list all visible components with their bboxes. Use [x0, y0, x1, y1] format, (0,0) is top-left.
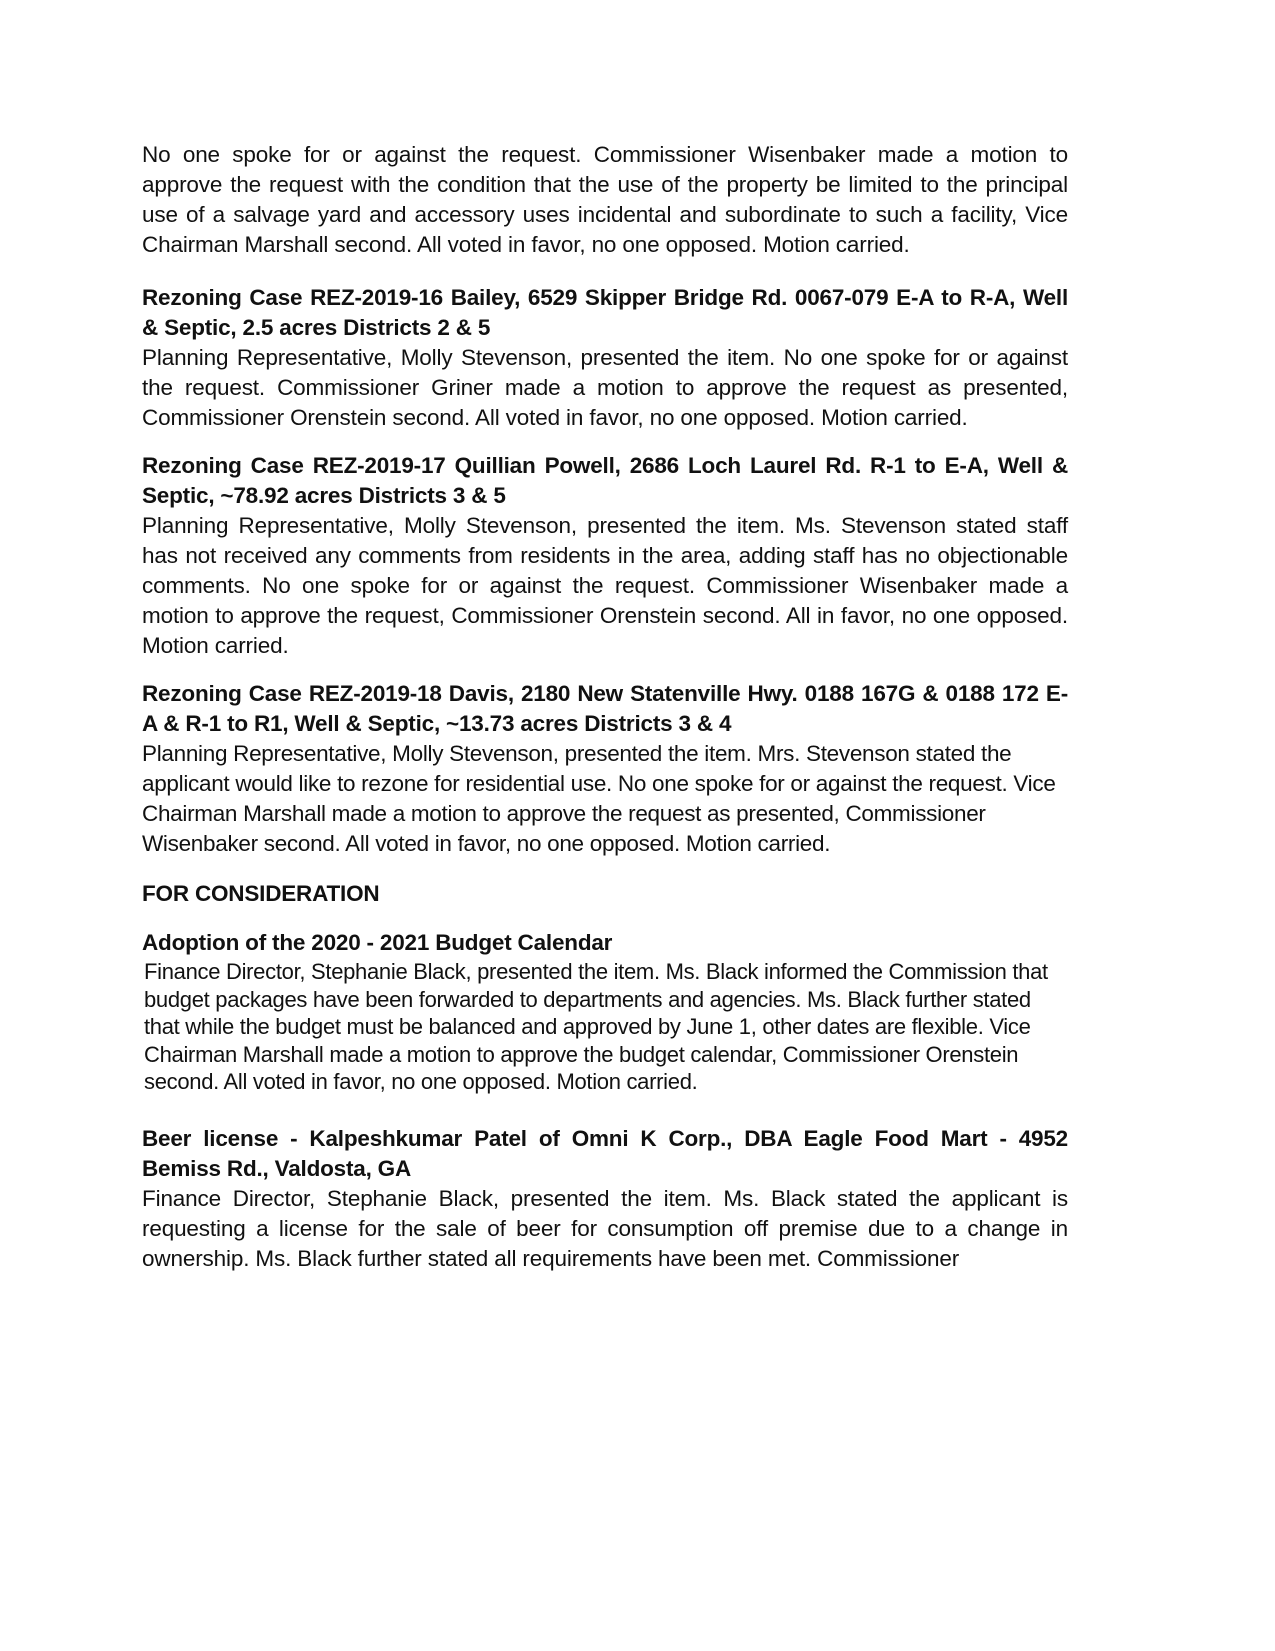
item-body: Planning Representative, Molly Stevenson, presented the item. Ms. Stevenson stated staff has not received any comments from residents in the area, adding staff has no objectionable comments. No one spoke for or against the request. Commissioner Wisenbaker made a motion to approve the request, Commissioner Orenstein second. All in favor, no one opposed. Motion carried.: [142, 513, 1068, 658]
consideration-item-budget-calendar: [142, 928, 1068, 1096]
intro-paragraph: No one spoke for or against the request. Commissioner Wisenbaker made a motion to approve the request with the condition that the use of the property be limited to the principal use of a salvage yard and accessory uses incidental and subordinate to such a facility, Vice Chairman Marshall second. All voted in favor, no one opposed. Motion carried.: [142, 142, 1068, 257]
item-heading: Beer license - Kalpeshkumar Patel of Omni K Corp., DBA Eagle Food Mart - 4952 Bemiss Rd., Valdosta, GA: [142, 1125, 1068, 1181]
item-body: Planning Representative, Molly Stevenson, presented the item. Mrs. Stevenson stated the applicant would like to rezone for residential use. No one spoke for or against the request. Vice Chairman Marshall made a motion to approve the request as presented, Commissioner Wisenbaker second. All voted in favor, no one opposed. Motion carried.: [142, 741, 1056, 856]
item-heading: Rezoning Case REZ-2019-18 Davis, 2180 New Statenville Hwy. 0188 167G & 0188 172 E-A & R-1 to R1, Well & Septic, ~13.73 acres Districts 3 & 4: [142, 681, 1068, 736]
consideration-item-beer-license: [142, 1124, 1068, 1274]
agenda-item-rez-2019-18: [142, 679, 1068, 859]
item-body: Finance Director, Stephanie Black, presented the item. Ms. Black informed the Commission that budget packages have been forwarded to departments and agencies. Ms. Black further stated that while the budget must be balanced and approved by June 1, other dates are flexible. Vice Chairman Marshall made a motion to approve the budget calendar, Commissioner Orenstein second. All voted in favor, no one opposed. Motion carried.: [144, 959, 1048, 1094]
agenda-item-rez-2019-16: [142, 283, 1068, 433]
item-heading: Rezoning Case REZ-2019-17 Quillian Powell, 2686 Loch Laurel Rd. R-1 to E-A, Well & Septic, ~78.92 acres Districts 3 & 5: [142, 453, 1068, 508]
item-heading: Adoption of the 2020 - 2021 Budget Calendar: [142, 930, 613, 955]
item-heading: Rezoning Case REZ-2019-16 Bailey, 6529 Skipper Bridge Rd. 0067-079 E-A to R-A, Well & Septic, 2.5 acres Districts 2 & 5: [142, 285, 1068, 340]
item-body: Finance Director, Stephanie Black, presented the item. Ms. Black stated the applicant is requesting a license for the sale of beer for consumption off premise due to a change in ownership. Ms. Black further stated all requirements have been met. Commissioner: [142, 1185, 1068, 1271]
item-body: Planning Representative, Molly Stevenson, presented the item. No one spoke for or against the request. Commissioner Griner made a motion to approve the request as presented, Commissioner Orenstein second. All voted in favor, no one opposed. Motion carried.: [142, 345, 1068, 430]
document-page: [142, 140, 1068, 1274]
agenda-item-rez-2019-17: [142, 451, 1068, 661]
section-title-for-consideration: FOR CONSIDERATION: [142, 881, 380, 906]
